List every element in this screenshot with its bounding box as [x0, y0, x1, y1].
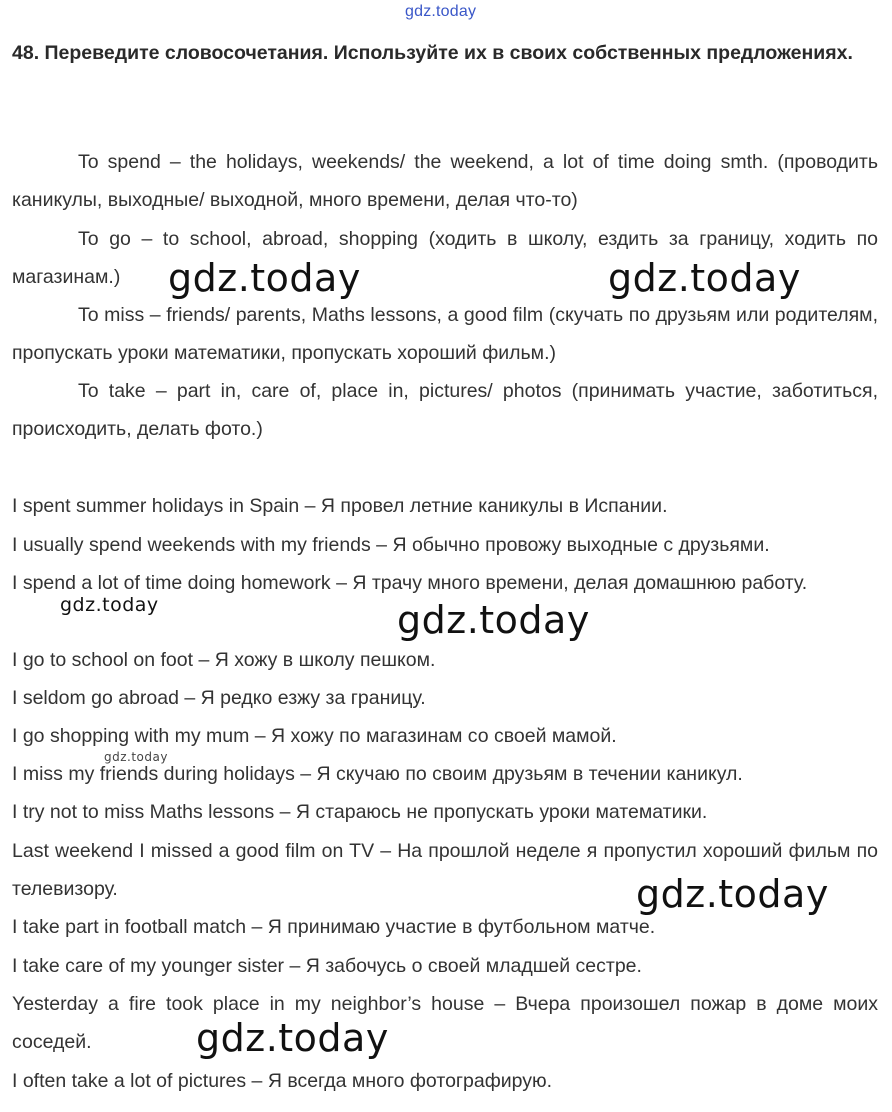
exercise-heading: 48. Переведите словосочетания. Используйте их в своих собственных предложениях. [12, 42, 853, 64]
watermark: gdz.today [397, 598, 590, 642]
watermark: gdz.today [608, 256, 801, 300]
example-sentence: I spend a lot of time doing homework – Я трачу много времени, делая домашнюю работу. [12, 572, 808, 594]
watermark: gdz.today [60, 594, 159, 616]
example-sentence: I often take a lot of pictures – Я всегда много фотографирую. [12, 1070, 553, 1092]
watermark: gdz.today [636, 872, 829, 916]
example-sentence: Last weekend I missed a good film on TV – На прошлой неделе я пропустил хороший фильм по телевизору. [12, 840, 878, 901]
phrase-paragraph: To take – part in, care of, place in, pictures/ photos (принимать участие, заботиться, происходить, делать фото.) [12, 380, 878, 441]
top-watermark: gdz.today [405, 3, 477, 20]
phrase-paragraph: To spend – the holidays, weekends/ the weekend, a lot of time doing smth. (проводить каникулы, выходные/ выходной, много времени, делая что-то) [12, 151, 878, 212]
example-sentence: I try not to miss Maths lessons – Я стараюсь не пропускать уроки математики. [12, 801, 708, 823]
example-sentence: I spent summer holidays in Spain – Я провел летние каникулы в Испании. [12, 495, 668, 517]
example-sentence: I go shopping with my mum – Я хожу по магазинам со своей мамой. [12, 725, 617, 747]
watermark: gdz.today [104, 750, 168, 764]
watermark: gdz.today [196, 1016, 389, 1060]
watermark: gdz.today [168, 256, 361, 300]
example-sentence: I take part in football match – Я принимаю участие в футбольном матче. [12, 916, 656, 938]
example-sentence: I take care of my younger sister – Я забочусь о своей младшей сестре. [12, 955, 642, 977]
example-sentence: I go to school on foot – Я хожу в школу пешком. [12, 649, 436, 671]
example-sentence: I miss my friends during holidays – Я скучаю по своим друзьям в течении каникул. [12, 763, 743, 785]
example-sentence: I usually spend weekends with my friends – Я обычно провожу выходные с друзьями. [12, 534, 770, 556]
example-sentence: I seldom go abroad – Я редко езжу за границу. [12, 687, 426, 709]
phrase-paragraph: To go – to school, abroad, shopping (ходить в школу, ездить за границу, ходить по магазинам.) [12, 228, 878, 289]
example-sentence: Yesterday a fire took place in my neighbor’s house – Вчера произошел пожар в доме моих соседей. [12, 993, 878, 1054]
phrase-paragraph: To miss – friends/ parents, Maths lessons, a good film (скучать по друзьям или родителям, пропускать уроки математики, пропускать хороший фильм.) [12, 304, 878, 365]
